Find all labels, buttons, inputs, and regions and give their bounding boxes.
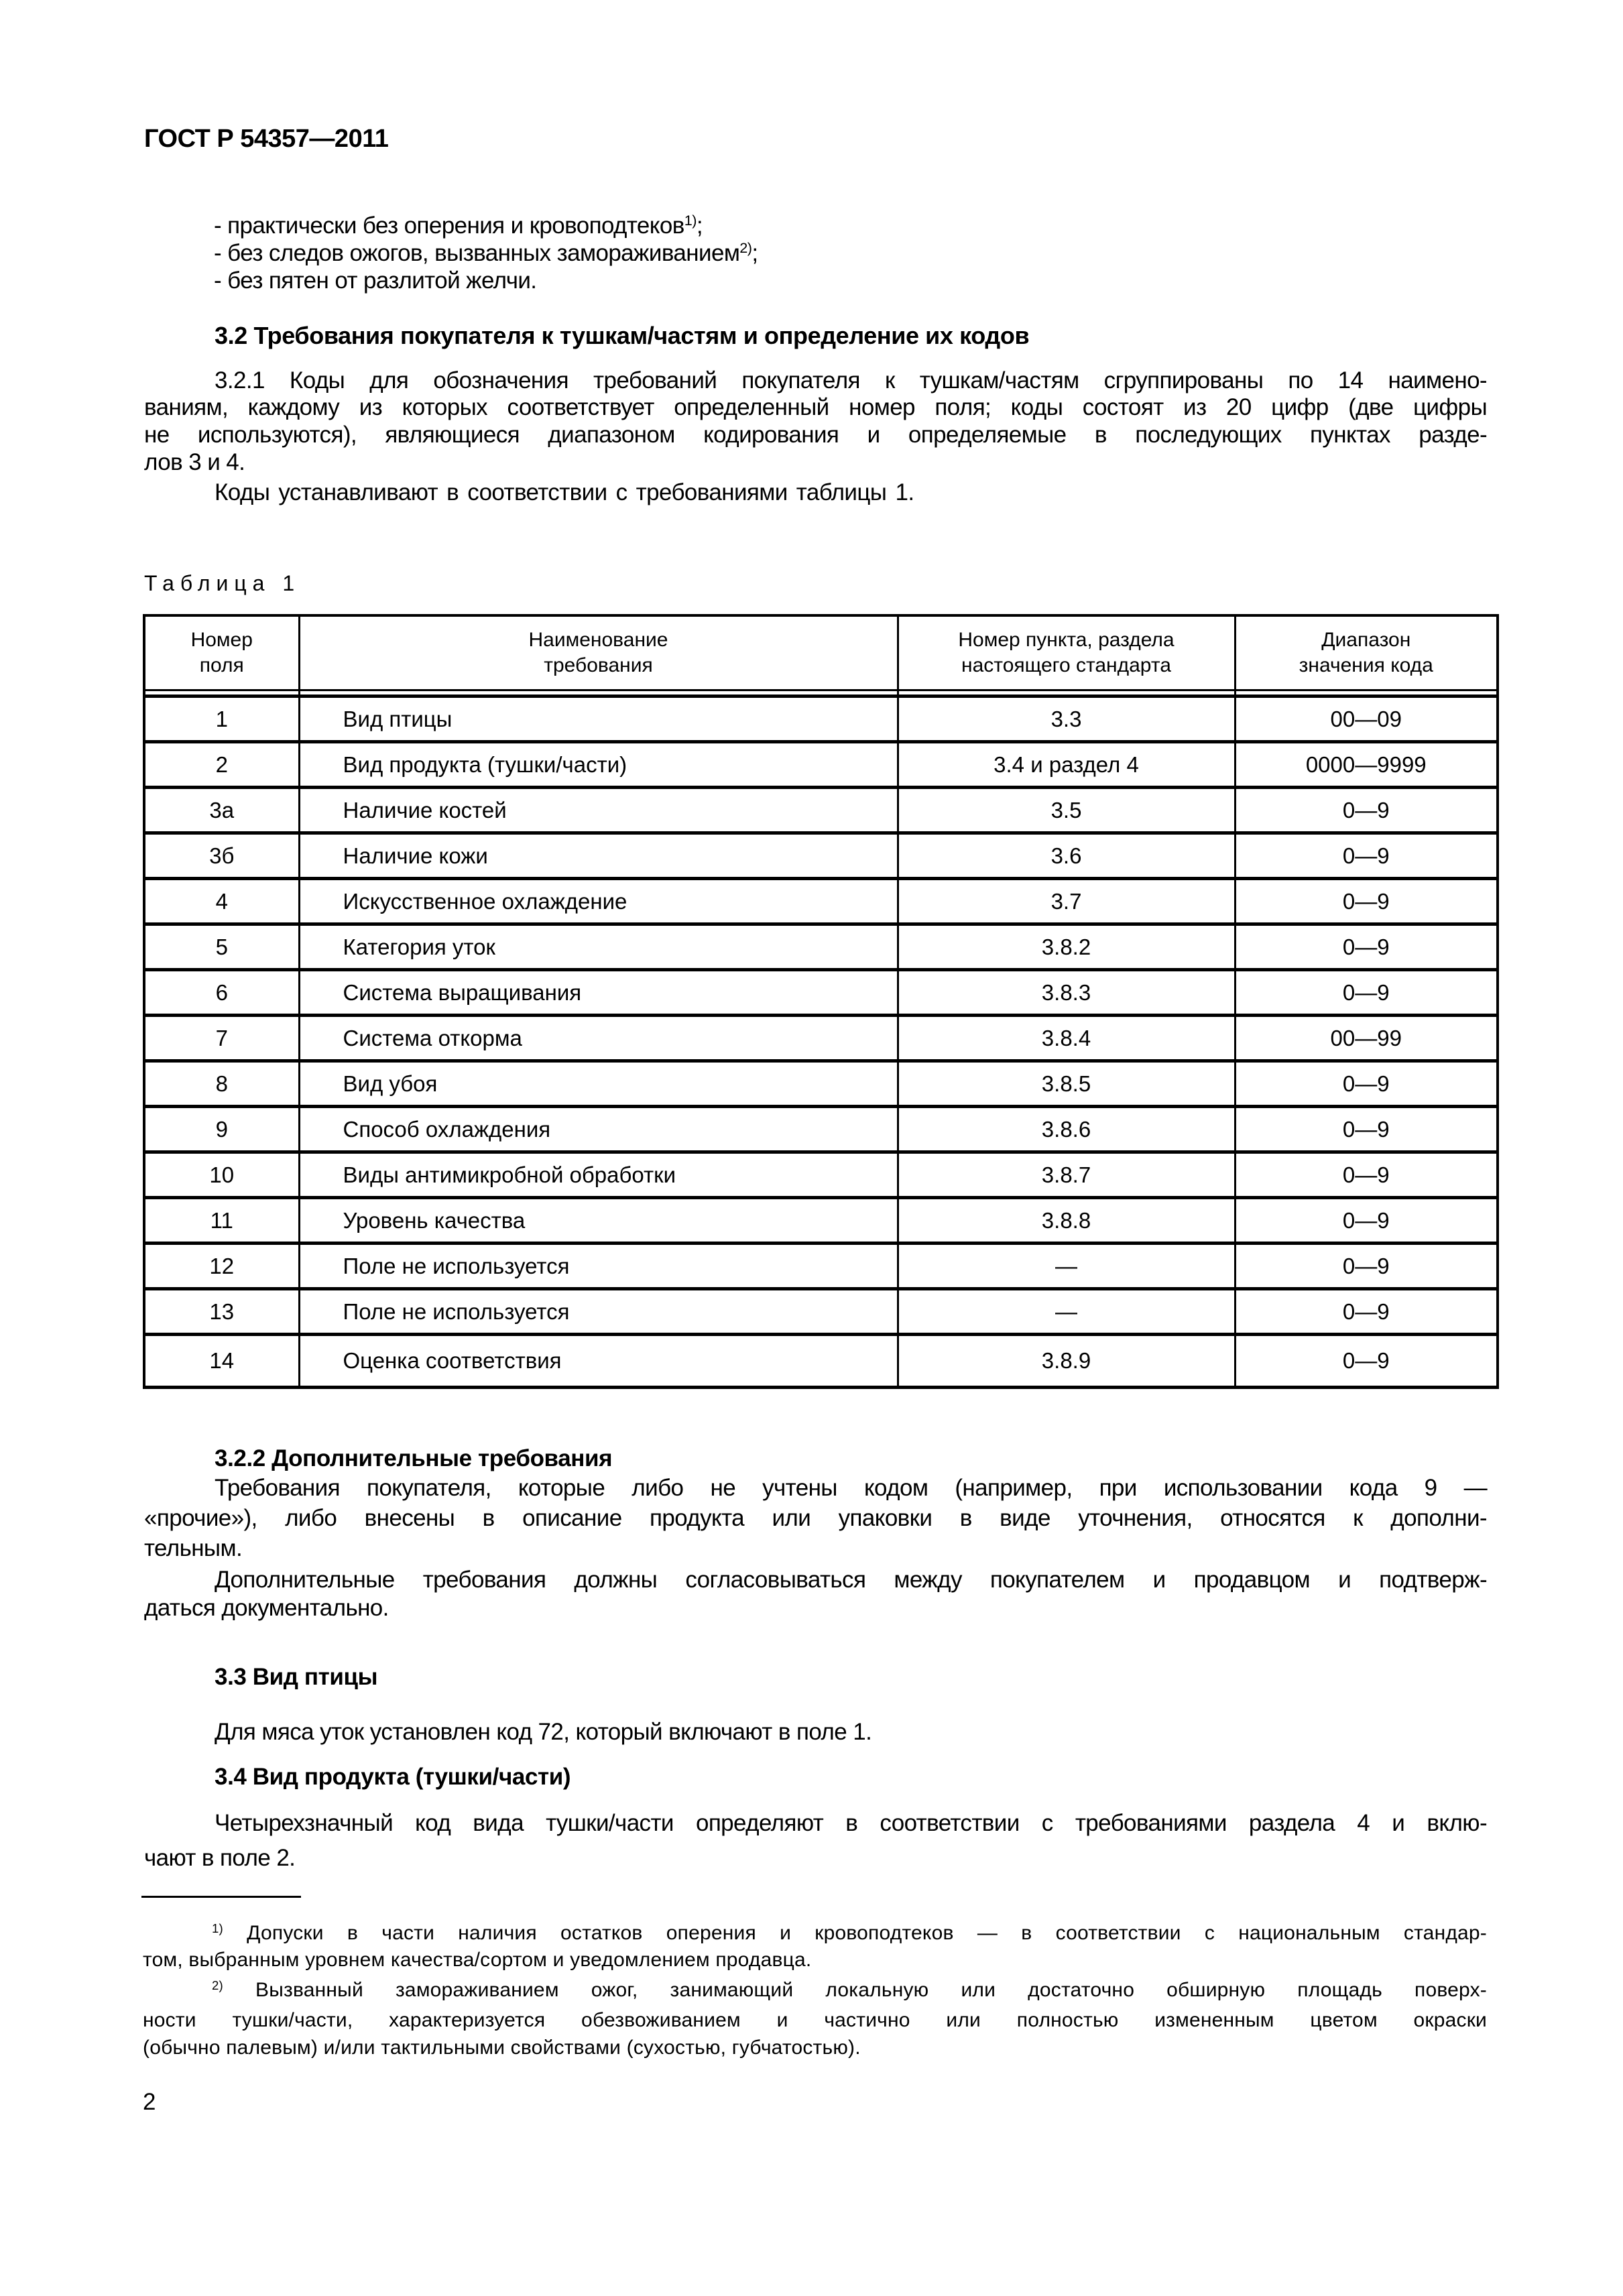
paragraph-line: 3.2.1 Коды для обозначения требований покупателя к тушкам/частям сгруппированы по 14 наимено- bbox=[215, 367, 1487, 394]
footnote-ref[interactable]: 2) bbox=[739, 239, 752, 257]
cell-field: 5 bbox=[144, 924, 299, 970]
cell-range: 0—9 bbox=[1235, 970, 1498, 1016]
table-row bbox=[144, 879, 1498, 924]
cell-field: 11 bbox=[144, 1198, 299, 1244]
table-row bbox=[144, 1107, 1498, 1152]
table-row bbox=[144, 1244, 1498, 1289]
cell-field: 8 bbox=[144, 1061, 299, 1107]
header-field-number: Номер поля bbox=[144, 615, 299, 690]
paragraph-line: не используются), являющиеся диапазоном кодирования и определяемые в последующих пунктах разде- bbox=[144, 422, 1487, 448]
cell-range: 0—9 bbox=[1235, 1289, 1498, 1335]
cell-range: 00—99 bbox=[1235, 1016, 1498, 1061]
table-row bbox=[144, 1289, 1498, 1335]
bullet-item bbox=[214, 212, 1557, 239]
paragraph-line: чают в поле 2. bbox=[144, 1845, 296, 1871]
table-row bbox=[144, 1152, 1498, 1198]
cell-name: Вид убоя bbox=[299, 1061, 898, 1107]
bullet-text: - без следов ожогов, вызванных замораживанием bbox=[214, 240, 740, 266]
footnote-separator bbox=[141, 1896, 301, 1898]
cell-clause: 3.8.5 bbox=[898, 1061, 1235, 1107]
cell-clause: 3.7 bbox=[898, 879, 1235, 924]
cell-name: Вид продукта (тушки/части) bbox=[299, 742, 898, 788]
paragraph-line: тельным. bbox=[144, 1535, 243, 1561]
cell-field: 3б bbox=[144, 833, 299, 879]
table-row bbox=[144, 970, 1498, 1016]
cell-field: 10 bbox=[144, 1152, 299, 1198]
table-header-row bbox=[144, 615, 1498, 690]
footnote-1-line-2: том, выбранным уровнем качества/сортом и уведомлением продавца. bbox=[143, 1949, 812, 1971]
paragraph-line: лов 3 и 4. bbox=[144, 449, 245, 475]
paragraph-line: Для мяса уток установлен код 72, который включают в поле 1. bbox=[215, 1719, 872, 1745]
footnote-ref[interactable]: 1) bbox=[684, 212, 697, 229]
paragraph-line: Дополнительные требования должны согласовываться между покупателем и продавцом и подтверж- bbox=[215, 1567, 1487, 1593]
section-heading-3-2: 3.2 Требования покупателя к тушкам/частям и определение их кодов bbox=[215, 322, 1030, 349]
cell-name: Способ охлаждения bbox=[299, 1107, 898, 1152]
cell-clause: 3.3 bbox=[898, 697, 1235, 742]
section-heading-3-2-2: 3.2.2 Дополнительные требования bbox=[215, 1445, 613, 1471]
cell-clause: 3.8.9 bbox=[898, 1335, 1235, 1388]
bullet-text: - практически без оперения и кровоподтеков bbox=[214, 213, 684, 239]
cell-field: 1 bbox=[144, 697, 299, 742]
cell-clause: 3.4 и раздел 4 bbox=[898, 742, 1235, 788]
footnote-2-line-3: (обычно палевым) и/или тактильными свойствами (сухостью, губчатостью). bbox=[143, 2037, 861, 2059]
table-caption: Таблица 1 bbox=[144, 571, 301, 595]
cell-field: 6 bbox=[144, 970, 299, 1016]
paragraph-codes: Коды устанавливают в соответствии с требованиями таблицы 1. bbox=[215, 479, 914, 505]
footnote-text: Допуски в части наличия остатков оперения и кровоподтеков — в соответствии с национальным стандар- bbox=[247, 1922, 1487, 1944]
cell-clause: 3.8.4 bbox=[898, 1016, 1235, 1061]
cell-field: 12 bbox=[144, 1244, 299, 1289]
cell-name: Наличие кожи bbox=[299, 833, 898, 879]
cell-field: 14 bbox=[144, 1335, 299, 1388]
cell-name: Наличие костей bbox=[299, 788, 898, 833]
cell-name: Поле не используется bbox=[299, 1244, 898, 1289]
paragraph-line: Четырехзначный код вида тушки/части определяют в соответствии с требованиями раздела 4 и вклю- bbox=[215, 1810, 1487, 1836]
table-row bbox=[144, 924, 1498, 970]
cell-name: Уровень качества bbox=[299, 1198, 898, 1244]
footnote-mark: 1) bbox=[212, 1921, 223, 1935]
cell-range: 0—9 bbox=[1235, 924, 1498, 970]
cell-clause: — bbox=[898, 1289, 1235, 1335]
table-row bbox=[144, 697, 1498, 742]
table-row bbox=[144, 1016, 1498, 1061]
cell-range: 0000—9999 bbox=[1235, 742, 1498, 788]
cell-name: Поле не используется bbox=[299, 1289, 898, 1335]
header-code-range: Диапазон значения кода bbox=[1235, 615, 1498, 690]
footnote-mark: 2) bbox=[212, 1978, 223, 1992]
cell-range: 0—9 bbox=[1235, 788, 1498, 833]
footnote-2 bbox=[212, 1976, 1487, 2004]
cell-clause: 3.8.8 bbox=[898, 1198, 1235, 1244]
cell-clause: 3.5 bbox=[898, 788, 1235, 833]
cell-range: 0—9 bbox=[1235, 1061, 1498, 1107]
cell-clause: 3.8.3 bbox=[898, 970, 1235, 1016]
paragraph-line: Требования покупателя, которые либо не учтены кодом (например, при использовании кода 9 — bbox=[215, 1475, 1487, 1501]
cell-name: Система откорма bbox=[299, 1016, 898, 1061]
punctuation: ; bbox=[696, 213, 703, 239]
table-row bbox=[144, 742, 1498, 788]
codes-table bbox=[143, 614, 1499, 1389]
page-number: 2 bbox=[143, 2089, 156, 2115]
cell-clause: 3.8.6 bbox=[898, 1107, 1235, 1152]
bullet-item bbox=[214, 239, 1557, 267]
cell-name: Искусственное охлаждение bbox=[299, 879, 898, 924]
cell-field: 4 bbox=[144, 879, 299, 924]
cell-clause: — bbox=[898, 1244, 1235, 1289]
footnote-1 bbox=[212, 1919, 1487, 1947]
header-separator bbox=[144, 690, 1498, 697]
table-row bbox=[144, 1061, 1498, 1107]
cell-clause: 3.6 bbox=[898, 833, 1235, 879]
cell-range: 0—9 bbox=[1235, 879, 1498, 924]
cell-field: 9 bbox=[144, 1107, 299, 1152]
cell-name: Оценка соответствия bbox=[299, 1335, 898, 1388]
table-row bbox=[144, 1198, 1498, 1244]
footnote-2-line-2: ности тушки/части, характеризуется обезвоживанием и частично или полностью измененным цветом окраски bbox=[143, 2009, 1487, 2031]
table-row bbox=[144, 833, 1498, 879]
paragraph-line: даться документально. bbox=[144, 1595, 389, 1621]
punctuation: ; bbox=[752, 240, 758, 266]
table-row bbox=[144, 788, 1498, 833]
cell-field: 13 bbox=[144, 1289, 299, 1335]
cell-clause: 3.8.7 bbox=[898, 1152, 1235, 1198]
cell-range: 0—9 bbox=[1235, 1335, 1498, 1388]
cell-name: Система выращивания bbox=[299, 970, 898, 1016]
cell-range: 0—9 bbox=[1235, 833, 1498, 879]
footnote-text: Вызванный замораживанием ожог, занимающий локальную или достаточно обширную площадь поверх- bbox=[255, 1979, 1487, 2001]
paragraph-line: ваниям, каждому из которых соответствует определенный номер поля; коды состоят из 20 цифр (две цифры bbox=[144, 394, 1487, 420]
cell-field: 2 bbox=[144, 742, 299, 788]
cell-range: 0—9 bbox=[1235, 1244, 1498, 1289]
table-row bbox=[144, 1335, 1498, 1388]
section-heading-3-4: 3.4 Вид продукта (тушки/части) bbox=[215, 1764, 571, 1790]
cell-name: Виды антимикробной обработки bbox=[299, 1152, 898, 1198]
document-code-header: ГОСТ Р 54357—2011 bbox=[144, 125, 389, 153]
cell-field: 7 bbox=[144, 1016, 299, 1061]
cell-range: 0—9 bbox=[1235, 1107, 1498, 1152]
cell-range: 00—09 bbox=[1235, 697, 1498, 742]
section-heading-3-3: 3.3 Вид птицы bbox=[215, 1664, 378, 1690]
cell-range: 0—9 bbox=[1235, 1152, 1498, 1198]
header-requirement-name: Наименование требования bbox=[299, 615, 898, 690]
header-clause-number: Номер пункта, раздела настоящего стандарта bbox=[898, 615, 1235, 690]
paragraph-line: «прочие»), либо внесены в описание продукта или упаковки в виде уточнения, относятся к дополни- bbox=[144, 1505, 1487, 1531]
cell-field: 3а bbox=[144, 788, 299, 833]
cell-name: Вид птицы bbox=[299, 697, 898, 742]
cell-range: 0—9 bbox=[1235, 1198, 1498, 1244]
cell-clause: 3.8.2 bbox=[898, 924, 1235, 970]
cell-name: Категория уток bbox=[299, 924, 898, 970]
bullet-text: - без пятен от разлитой желчи. bbox=[214, 267, 537, 294]
bullet-item bbox=[214, 267, 1557, 294]
